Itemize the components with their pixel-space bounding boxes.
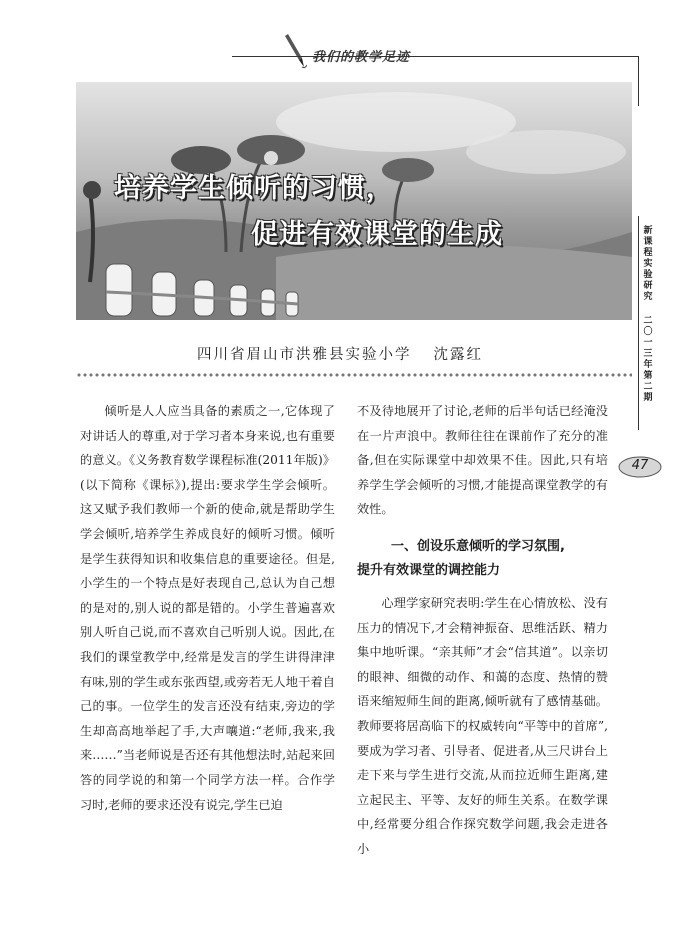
banner-title-line2: 促进有效课堂的生成 <box>251 219 503 250</box>
section-heading-line1: 一、创设乐意倾听的学习氛围, <box>391 538 565 554</box>
body-paragraph: 倾听是人人应当具备的素质之一,它体现了对讲话人的尊重,对于学习者本身来说,也有重要的意义。《义务教育数学课程标准(2011年版)》(以下简称《课标》),提出:要求学生学会倾听。这又赋予我们教师一个新的使命,就是帮助学生学会倾听,培养学生养成良好的倾听习惯。倾听是学生获得知识和收集信息的重要途径。但是,小学生的一个特点是好表现自己,总认为自己想的是对的,别人说的都是错的。小学生普遍喜欢别人听自己说,而不喜欢自己听别人说。因此,在我们的课堂教学中,经常是发言的学生讲得津津有味,别的学生或东张西望,或旁若无人地干着自己的事。一位学生的发言还没有结束,旁边的学生却高高地举起了手,大声嚷道:“老师,我来,我来……”当老师说是否还有其他想法时,站起来回答的同学说的和第一个同学方法一样。合作学习时,老师的要求还没有说完,学生已迫 <box>80 404 335 812</box>
header-title: 我们的教学足迹 <box>312 50 411 65</box>
author-affiliation: 四川省眉山市洪雅县实验小学 <box>197 347 412 363</box>
banner-title-line1: 培养学生倾听的习惯， <box>114 173 394 204</box>
journal-name: 新课程实验研究 <box>643 226 653 302</box>
body-paragraph: 不及待地展开了讨论,老师的后半句话已经淹没在一片声浪中。教师往往在课前作了充分的准备,但在实际课堂中却效果不佳。因此,只有培养学生学会倾听的习惯,才能提高课堂教学的有效性。 <box>357 404 608 517</box>
header-rule <box>232 56 638 57</box>
banner-image <box>76 82 632 320</box>
pen-icon <box>283 34 307 70</box>
body-paragraph: 心理学家研究表明:学生在心情放松、没有压力的情况下,才会精神振奋、思维活跃、精力集中地听课。“亲其师”才会“信其道”。以亲切的眼神、细微的动作、和蔼的态度、热情的赞语来缩短师生间的距离,倾听就有了感情基础。教师要将居高临下的权威转向“平等中的首席”,要成为学习者、引导者、促进者,从三尺讲台上走下来与学生进行交流,从而拉近师生距离,建立起民主、平等、友好的师生关系。在数学课中,经常要分组合作探究数学问题,我会走进各小 <box>357 595 608 856</box>
section-heading <box>357 535 608 583</box>
author-name: 沈露红 <box>433 347 483 363</box>
page-number-badge <box>618 455 662 479</box>
side-rule <box>638 216 639 430</box>
ornamental-divider <box>76 371 632 379</box>
left-column <box>80 399 335 817</box>
right-column <box>357 399 608 862</box>
author-line <box>0 343 680 364</box>
page-number: 47 <box>631 458 649 473</box>
header-vertical-rule <box>638 56 639 106</box>
issue-label: 二〇一三年 第二期 <box>643 316 653 403</box>
section-heading-line2: 提升有效课堂的调控能力 <box>357 562 501 578</box>
